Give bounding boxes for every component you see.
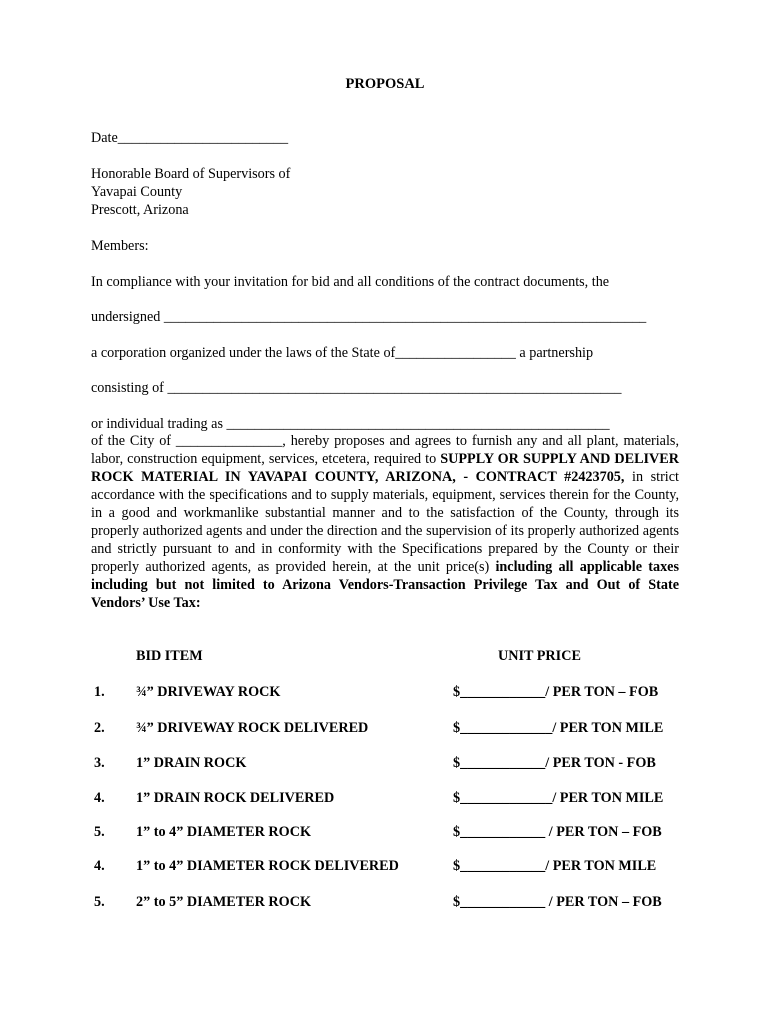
consisting-line: consisting of ________________________________________________________________ bbox=[91, 380, 622, 396]
row-price: $_____________/ PER TON MILE bbox=[453, 720, 664, 736]
row-price: $____________/ PER TON MILE bbox=[453, 858, 657, 874]
addressee-line-3: Prescott, Arizona bbox=[91, 202, 189, 218]
row-item: ¾” DRIVEWAY ROCK bbox=[136, 684, 281, 700]
addressee-line-1: Honorable Board of Supervisors of bbox=[91, 166, 291, 182]
row-item: 2” to 5” DIAMETER ROCK bbox=[136, 894, 311, 910]
row-item: 1” to 4” DIAMETER ROCK bbox=[136, 824, 311, 840]
unit-price-header: UNIT PRICE bbox=[498, 648, 581, 664]
row-number: 5. bbox=[94, 894, 105, 910]
undersigned-line: undersigned ____________________________________________________________________ bbox=[91, 309, 647, 325]
row-number: 5. bbox=[94, 824, 105, 840]
body-text-1: of the City of _______________, hereby proposes and agrees to furnish any and all plant, materials, labor, construction equipment, services, etcetera, required to bbox=[91, 433, 679, 467]
row-number: 1. bbox=[94, 684, 105, 700]
proposal-body bbox=[91, 432, 679, 612]
bid-item-header: BID ITEM bbox=[136, 648, 203, 664]
row-price: $____________ / PER TON – FOB bbox=[453, 894, 662, 910]
row-item: 1” DRAIN ROCK bbox=[136, 755, 247, 771]
tax-clause: including all applicable taxes including but not limited to Arizona Vendors-Transaction Privilege Tax and Out of State Vendors’ Use Tax: bbox=[91, 559, 679, 611]
addressee-line-2: Yavapai County bbox=[91, 184, 183, 200]
row-price: $____________ / PER TON – FOB bbox=[453, 824, 662, 840]
row-price: $____________/ PER TON - FOB bbox=[453, 755, 656, 771]
row-item: ¾” DRIVEWAY ROCK DELIVERED bbox=[136, 720, 369, 736]
row-number: 4. bbox=[94, 790, 105, 806]
salutation: Members: bbox=[91, 238, 149, 254]
body-text-2: in strict accordance with the specifications and to supply materials, equipment, services therein for the County, in a good and workmanlike substantial manner and to the satisfaction of the County, through its properly authorized agents and under the direction and the supervision of its properly authorized agents and strictly pursuant to and in conformity with the Specifications prepared by the County or their properly authorized agents, as provided herein, at the unit price(s) bbox=[91, 469, 679, 575]
row-number: 3. bbox=[94, 755, 105, 771]
row-item: 1” to 4” DIAMETER ROCK DELIVERED bbox=[136, 858, 399, 874]
date-line: Date________________________ bbox=[91, 130, 289, 146]
row-item: 1” DRAIN ROCK DELIVERED bbox=[136, 790, 335, 806]
row-price: $____________/ PER TON – FOB bbox=[453, 684, 659, 700]
compliance-line: In compliance with your invitation for bid and all conditions of the contract documents, the bbox=[91, 274, 610, 290]
corporation-line: a corporation organized under the laws of the State of_________________ a partnership bbox=[91, 345, 594, 361]
row-number: 2. bbox=[94, 720, 105, 736]
individual-line: or individual trading as ______________________________________________________ bbox=[91, 416, 610, 432]
row-price: $_____________/ PER TON MILE bbox=[453, 790, 664, 806]
row-number: 4. bbox=[94, 858, 105, 874]
document-title: PROPOSAL bbox=[345, 76, 425, 92]
contract-title: SUPPLY OR SUPPLY AND DELIVER ROCK MATERIAL IN YAVAPAI COUNTY, ARIZONA, - CONTRACT #2423705, bbox=[91, 451, 680, 485]
